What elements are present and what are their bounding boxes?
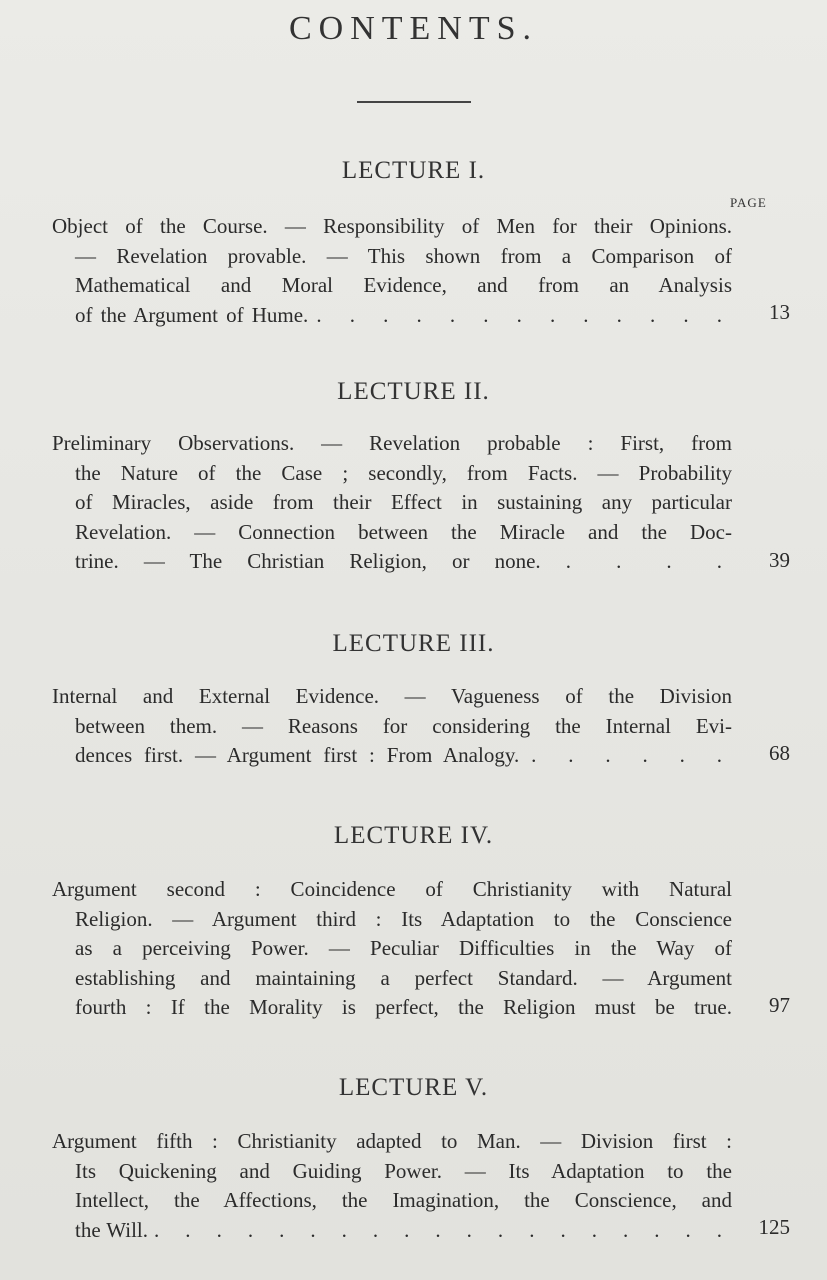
entry-line: Preliminary Observations. — Revelation probable : First, from <box>52 431 732 455</box>
entry-line: Revelation. — Connection between the Miracle and the Doc- <box>75 519 732 544</box>
lecture-heading-5: LECTURE V. <box>338 1074 489 1101</box>
entry-line-last <box>52 301 732 331</box>
leader-dots: . . . . . . . . . . . . . <box>316 302 733 327</box>
entry-line: the Nature of the Case ; secondly, from Facts. — Probability <box>75 460 732 485</box>
entry-line-text: trine. — The Christian Religion, or none. <box>75 549 541 573</box>
entry-line: Its Quickening and Guiding Power. — Its Adaptation to the <box>75 1158 732 1183</box>
entry-line: fourth : If the Morality is perfect, the Religion must be true. <box>75 995 732 1019</box>
entry-line-text: dences first. — Argument first : From Analogy. <box>75 743 520 767</box>
page-number-3: 68 <box>769 741 790 765</box>
entry-line-text: of the Argument of Hume. <box>75 302 309 327</box>
entry-line-text: the Will. <box>75 1217 149 1242</box>
lecture-heading-3: LECTURE III. <box>332 630 495 657</box>
leader-dots: . . . . . . <box>531 743 733 767</box>
entry-line-last <box>52 741 732 771</box>
entry-line-last <box>52 547 732 577</box>
page-number-1: 13 <box>769 300 790 324</box>
lecture-heading-4: LECTURE IV. <box>333 822 494 849</box>
entry-line: as a perceiving Power. — Peculiar Difficulties in the Way of <box>75 936 732 960</box>
leader-dots: . . . . . . . . . . . . . . . . . . . <box>154 1217 733 1242</box>
entry-line: Religion. — Argument third : Its Adaptation to the Conscience <box>75 906 732 931</box>
lecture-entry-4 <box>52 875 732 1023</box>
entry-line: Internal and External Evidence. — Vagueness of the Division <box>52 684 732 708</box>
title-rule <box>357 101 471 103</box>
lecture-entry-3 <box>52 682 732 771</box>
lecture-heading-2: LECTURE II. <box>337 378 490 405</box>
entry-line-last <box>52 1216 732 1246</box>
page-title: CONTENTS. <box>288 10 539 47</box>
leader-dots: . . . . <box>565 549 733 573</box>
lecture-entry-1 <box>52 212 732 330</box>
entry-line: Intellect, the Affections, the Imagination, the Conscience, and <box>75 1188 732 1212</box>
lecture-heading-1: LECTURE I. <box>341 157 486 184</box>
entry-line: of Miracles, aside from their Effect in sustaining any particular <box>75 490 732 514</box>
lecture-entry-2 <box>52 429 732 577</box>
entry-line: establishing and maintaining a perfect Standard. — Argument <box>75 965 732 990</box>
entry-line: Argument fifth : Christianity adapted to Man. — Division first : <box>52 1129 732 1153</box>
entry-line: Argument second : Coincidence of Christianity with Natural <box>52 877 732 901</box>
entry-line: Mathematical and Moral Evidence, and from an Analysis <box>75 273 732 297</box>
entry-line: between them. — Reasons for considering the Internal Evi- <box>75 713 732 738</box>
page-column-label: PAGE <box>730 195 767 210</box>
page-number-4: 97 <box>769 993 790 1017</box>
page-number-2: 39 <box>769 548 790 572</box>
entry-line: — Revelation provable. — This shown from a Comparison of <box>75 243 732 268</box>
entry-line: Object of the Course. — Responsibility of Men for their Opinions. <box>52 214 732 238</box>
page-number-5: 125 <box>758 1215 790 1239</box>
lecture-entry-5 <box>52 1127 732 1245</box>
